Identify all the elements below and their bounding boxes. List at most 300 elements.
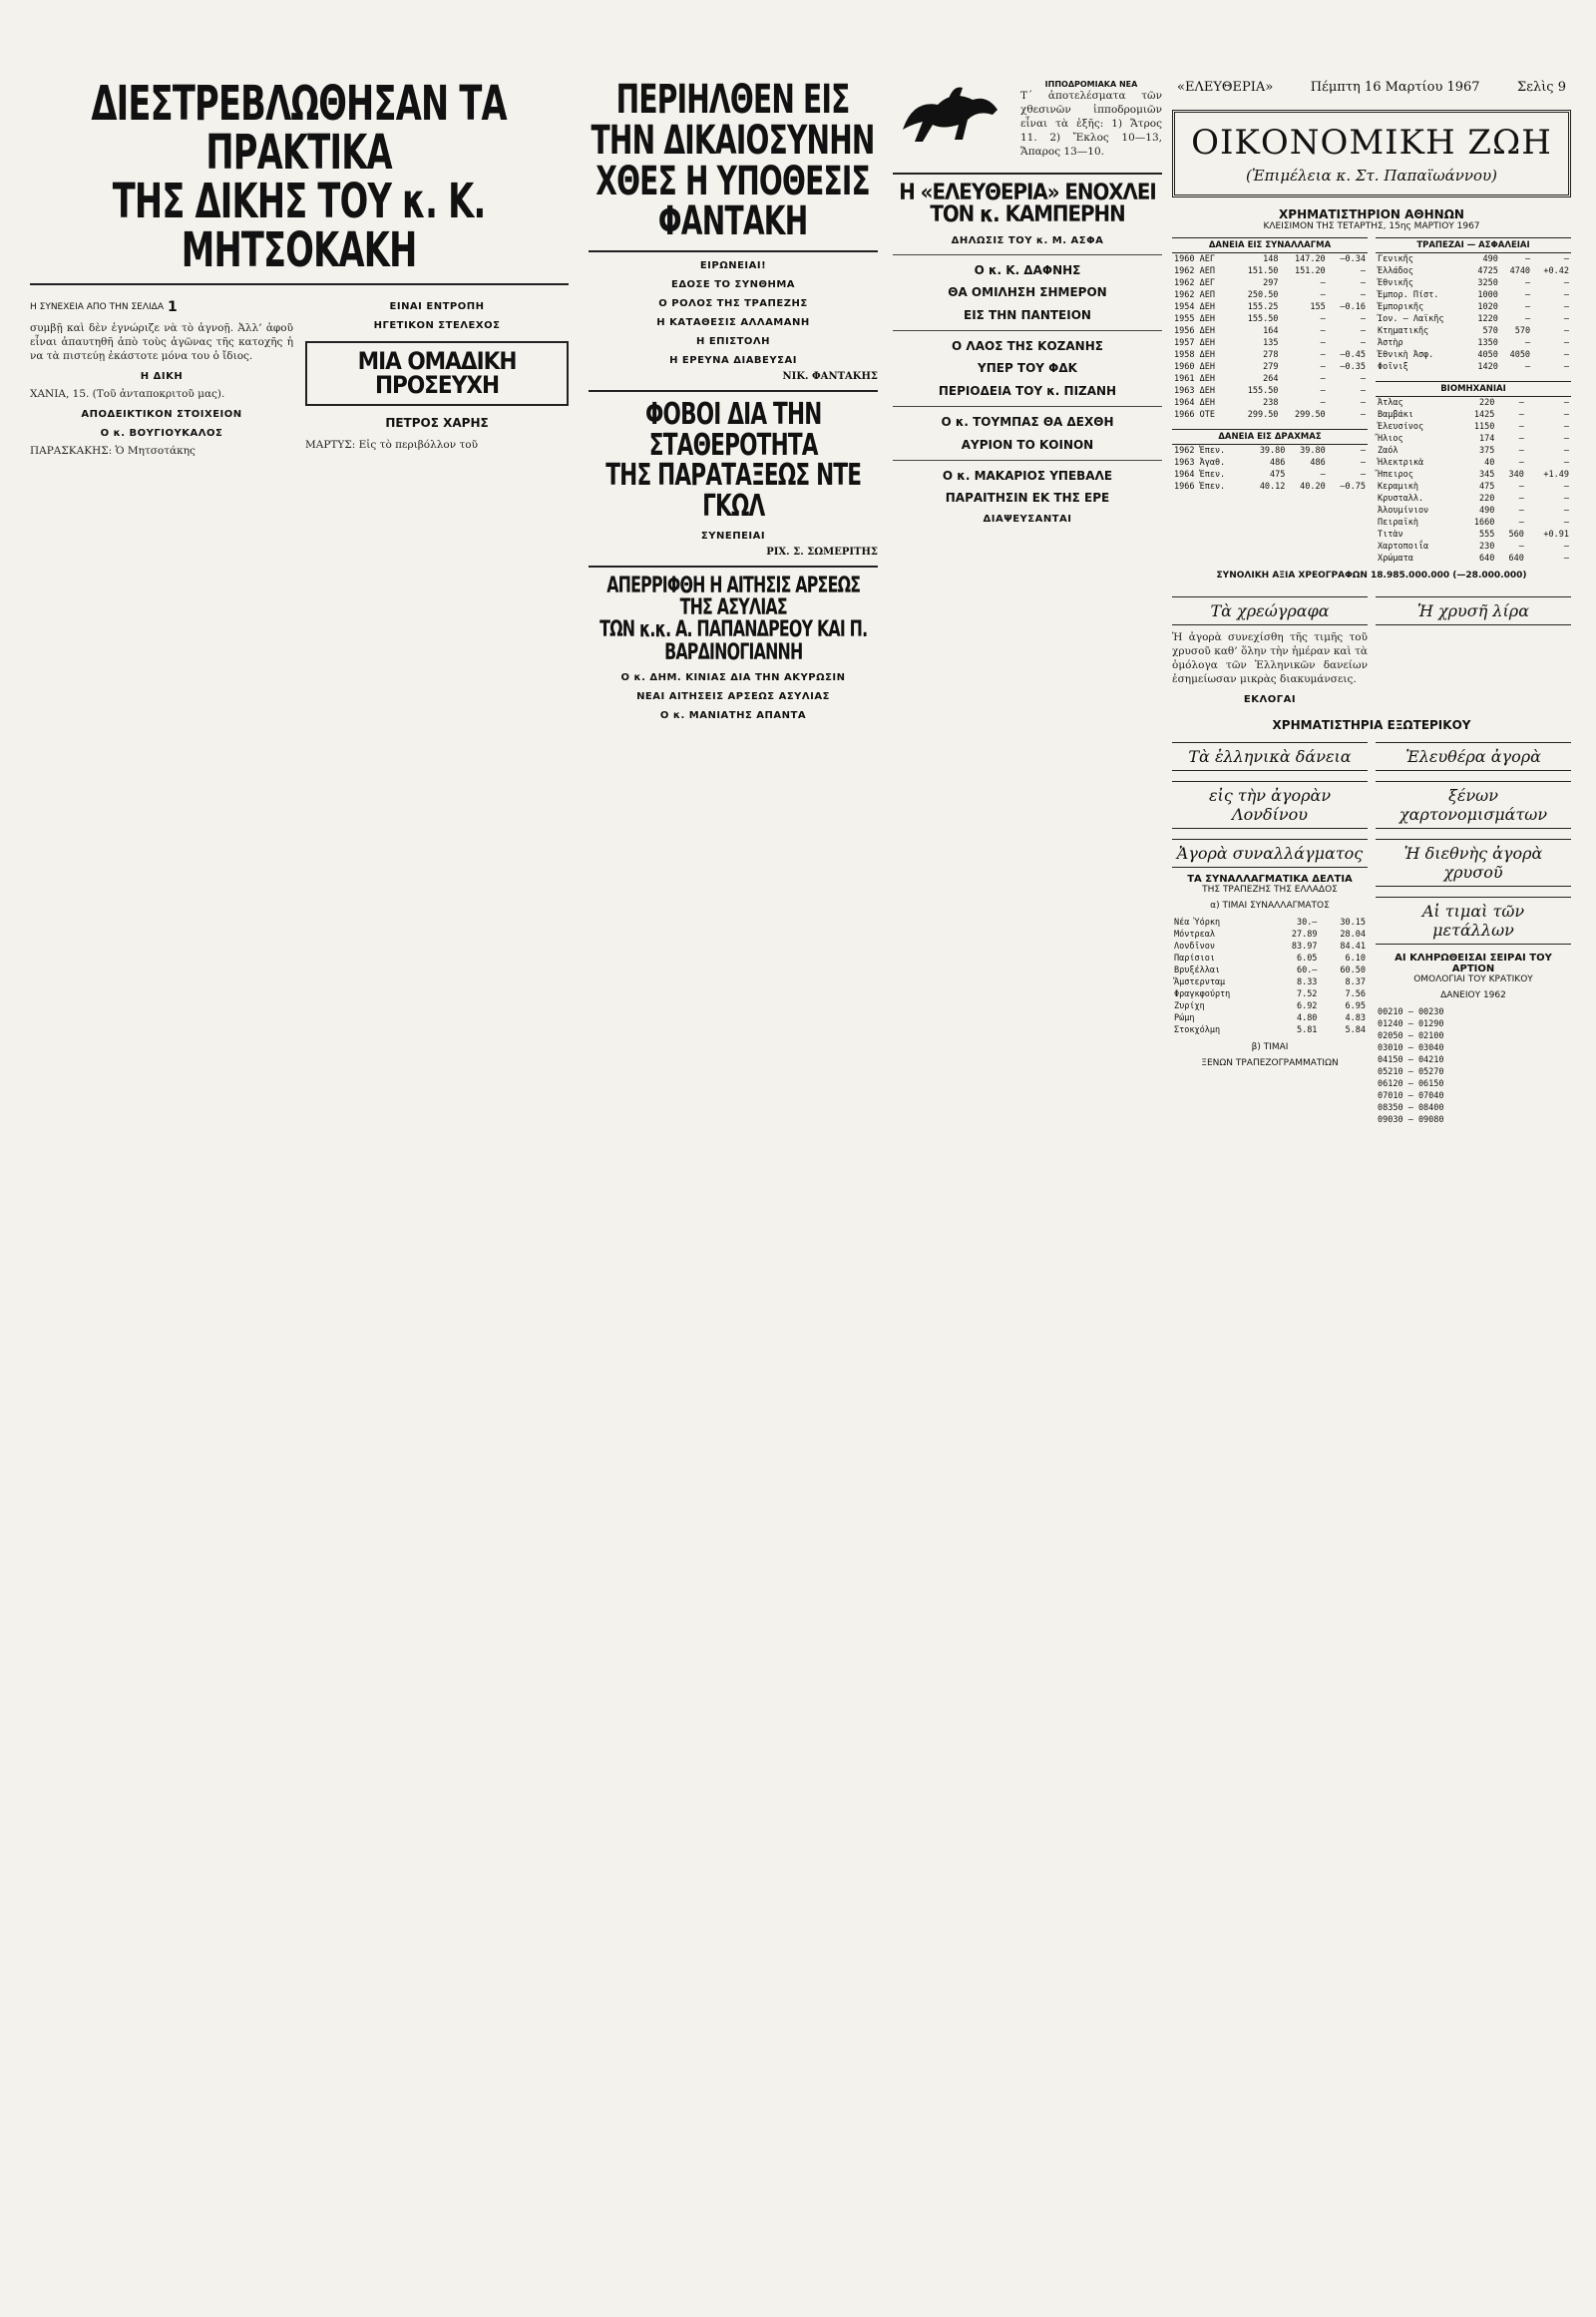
column-misc: [893, 80, 1162, 530]
column-economy: [1172, 110, 1571, 1126]
fx-row-cell: 7.52: [1296, 989, 1318, 999]
bank-row-cell: —: [1524, 278, 1531, 288]
drachma-row-cell: 486: [1310, 458, 1326, 468]
fx-market-heading: Ἀγορὰ συναλλάγματος: [1172, 839, 1368, 868]
drachma-row: [1172, 445, 1368, 458]
fx-row: [1172, 953, 1368, 965]
loan-row: [1172, 361, 1368, 373]
industry-row-cell: 1660: [1473, 518, 1495, 528]
industry-row-cell: —: [1518, 458, 1524, 468]
industry-row-cell: 1425: [1473, 410, 1495, 420]
drachma-row-cell: 1964 Ἐπεν.: [1174, 470, 1226, 480]
loan-row: [1172, 337, 1368, 349]
fx-row-cell: 8.37: [1345, 977, 1366, 987]
loan-row-cell: —: [1320, 362, 1326, 372]
loan-row-cell: 1962 ΔΕΓ: [1174, 278, 1215, 288]
signature-someritis: ΡΙΧ. Σ. ΣΩΜΕΡΙΤΗΣ: [766, 546, 878, 558]
industry-table: [1376, 381, 1571, 565]
industry-row-cell: 475: [1479, 482, 1495, 492]
stock-title: ΧΡΗΜΑΤΙΣΤΗΡΙΟΝ ΑΘΗΝΩΝ: [1279, 207, 1464, 221]
lottery-row: [1376, 1042, 1571, 1054]
fx-row-cell: Παρίσιοι: [1174, 954, 1215, 964]
issue-date: Πέμπτη 16 Μαρτίου 1967: [1310, 80, 1480, 95]
loan-row-cell: —0.34: [1340, 254, 1366, 264]
loan-row-cell: —: [1360, 398, 1366, 408]
london-heading: εἰς τὴν ἀγορὰν Λονδίνου: [1172, 781, 1368, 829]
economy-box: [1172, 110, 1571, 197]
bank-row-cell: Φοῖνιξ: [1378, 362, 1408, 372]
headline-immunity-2: ΤΩΝ κ.κ. Α. ΠΑΠΑΝΔΡΕΟΥ ΚΑΙ Π. ΒΑΡΔΙΝΟΓΙΑΝΝΗ: [598, 617, 868, 665]
industry-row: [1376, 529, 1571, 541]
continuation-marker: Η ΣΥΝΕΧΕΙΑ ΑΠΟ ΤΗΝ ΣΕΛΙΔΑ 1: [30, 298, 178, 315]
closing-line: ΠΑΡΑΣΚΑΚΗΣ: Ὁ Μητσοτάκης: [30, 444, 196, 457]
industry-row: [1376, 505, 1571, 517]
headline-mitsotakis-2: ΤΗΣ ΔΙΚΗΣ ΤΟΥ κ. Κ. ΜΗΤΣΟΚΑΚΗ: [113, 173, 486, 278]
fx-row-cell: Λονδῖνον: [1174, 942, 1215, 952]
fx-row-cell: Μόντρεαλ: [1174, 930, 1215, 940]
fx-row-cell: 83.97: [1291, 942, 1318, 952]
loan-row: [1172, 253, 1368, 266]
drachma-row-cell: 39.80: [1300, 446, 1326, 456]
drachma-row-cell: 486: [1270, 458, 1286, 468]
loan-row-cell: 279: [1263, 362, 1279, 372]
loan-row: [1172, 265, 1368, 277]
loan-row-cell: —: [1320, 386, 1326, 396]
economy-title: ΟΙΚΟΝΟΜΙΚΗ ΖΩΗ: [1191, 123, 1552, 163]
fx-sub2: α) ΤΙΜΑΙ ΣΥΝΑΛΛΑΓΜΑΤΟΣ: [1210, 901, 1330, 911]
bank-row-cell: Ἐθνικὴ Ἀσφ.: [1378, 350, 1434, 360]
lottery-row: [1376, 1054, 1571, 1066]
loan-row: [1172, 301, 1368, 313]
bank-row: [1376, 337, 1571, 349]
loan-row-cell: 1966 ΟΤΕ: [1174, 410, 1215, 420]
loan-row: [1172, 349, 1368, 361]
loan-row-cell: —: [1320, 398, 1326, 408]
industry-row-cell: Τιτὰν: [1378, 530, 1403, 540]
bank-row: [1376, 289, 1571, 301]
fx-title: ΤΑ ΣΥΝΑΛΛΑΓΜΑΤΙΚΑ ΔΕΛΤΙΑ: [1187, 874, 1353, 885]
bank-row-cell: 1220: [1477, 314, 1498, 324]
loan-row-cell: 250.50: [1247, 290, 1279, 300]
section-witness: Ο κ. ΒΟΥΓΙΟΥΚΑΛΟΣ: [100, 427, 223, 439]
loan-row-cell: 278: [1263, 350, 1279, 360]
bank-row-cell: —: [1524, 362, 1531, 372]
bank-row-cell: —: [1563, 314, 1569, 324]
loan-row-cell: —: [1360, 290, 1366, 300]
bank-row-cell: —: [1563, 278, 1569, 288]
industry-row-cell: —: [1563, 434, 1569, 444]
loan-row-cell: 1958 ΔΕΗ: [1174, 350, 1215, 360]
loan-row: [1172, 409, 1368, 421]
group-prayer-box: [305, 341, 569, 406]
foreign-markets-title: ΧΡΗΜΑΤΙΣΤΗΡΙΑ ΕΞΩΤΕΡΙΚΟΥ: [1272, 718, 1471, 732]
notes-sub: ΞΕΝΩΝ ΤΡΑΠΕΖΟΓΡΑΜΜΑΤΙΩΝ: [1201, 1058, 1339, 1068]
industry-row: [1376, 541, 1571, 553]
loan-row-cell: 264: [1263, 374, 1279, 384]
lottery-row-cell: 09030 — 09080: [1378, 1115, 1444, 1125]
bank-row-cell: —: [1563, 362, 1569, 372]
section-new-requests: ΝΕΑΙ ΑΙΤΗΣΕΙΣ ΑΡΣΕΩΣ ΑΣΥΛΙΑΣ: [636, 691, 830, 703]
loan-row-cell: 148: [1263, 254, 1279, 264]
fx-row-cell: 60.50: [1340, 965, 1366, 975]
fx-row-cell: 27.89: [1291, 930, 1318, 940]
section-deposition: ΕΙΝΑΙ ΕΝΤΡΟΠΗ: [389, 300, 485, 312]
drachma-row-cell: 1966 Ἐπεν.: [1174, 482, 1226, 492]
bank-row-cell: Γενικῆς: [1378, 254, 1413, 264]
industry-row-cell: —: [1518, 482, 1524, 492]
bank-row-cell: Ἰον. — Λαϊκῆς: [1378, 314, 1444, 324]
loan-row-cell: 135: [1263, 338, 1279, 348]
industry-row-cell: —: [1563, 542, 1569, 552]
industry-row-cell: —: [1563, 398, 1569, 408]
industry-row: [1376, 469, 1571, 481]
industry-row-cell: Ἀτλας: [1378, 398, 1403, 408]
bank-row-cell: 3250: [1477, 278, 1498, 288]
drachma-row-cell: —: [1360, 458, 1366, 468]
bank-row-cell: 4050: [1477, 350, 1498, 360]
article-mitsotakis-right: [305, 293, 569, 464]
loan-row-cell: —: [1360, 326, 1366, 336]
loan-row-cell: —: [1320, 326, 1326, 336]
loan-row-cell: —: [1320, 350, 1326, 360]
lottery-row-cell: 03010 — 03040: [1378, 1043, 1444, 1053]
industry-row-cell: —: [1563, 482, 1569, 492]
industry-row-cell: 490: [1479, 506, 1495, 516]
fx-row: [1172, 1012, 1368, 1024]
dafnis-headline-2: ΘΑ ΟΜΙΛΗΣΗ ΣΗΜΕΡΟΝ: [948, 285, 1107, 300]
loans-header: ΔΑΝΕΙΑ ΕΙΣ ΣΥΝΑΛΛΑΓΜΑ: [1172, 238, 1368, 253]
industry-row-cell: Βαμβάκι: [1378, 410, 1413, 420]
fx-row-cell: 30.15: [1340, 918, 1366, 928]
fx-row-cell: Φραγκφούρτη: [1174, 989, 1231, 999]
fx-row-cell: 8.33: [1296, 977, 1318, 987]
lottery-row: [1376, 1102, 1571, 1114]
industry-row-cell: 560: [1508, 530, 1524, 540]
section-conclusion: ΗΓΕΤΙΚΟΝ ΣΤΕΛΕΧΟΣ: [373, 319, 501, 331]
fx-row: [1172, 929, 1368, 941]
industry-row-cell: —: [1563, 458, 1569, 468]
closing-line-right: ΜΑΡΤΥΣ: Εἰς τὸ περιβόλλον τοῦ: [305, 438, 478, 451]
industry-row-cell: 640: [1479, 554, 1495, 564]
fx-row-cell: 6.05: [1296, 954, 1318, 964]
lottery-row-cell: 08350 — 08400: [1378, 1103, 1444, 1113]
fx-row: [1172, 988, 1368, 1000]
fx-row-cell: 4.80: [1296, 1013, 1318, 1023]
fx-row: [1172, 917, 1368, 929]
bank-row-cell: 570: [1482, 326, 1498, 336]
industry-row-cell: Πειραϊκὴ: [1378, 518, 1418, 528]
industry-row-cell: 174: [1479, 434, 1495, 444]
industry-row-cell: Ἤλιος: [1378, 434, 1403, 444]
loan-row-cell: 147.20: [1294, 254, 1326, 264]
bank-row: [1376, 361, 1571, 373]
drachma-row-cell: 40.20: [1300, 482, 1326, 492]
kozani-headline-3: ΠΕΡΙΟΔΕΙΑ ΤΟΥ κ. ΠΙΖΑΝΗ: [938, 383, 1117, 398]
loan-row-cell: —: [1320, 290, 1326, 300]
toumbas-headline-1: Ο κ. ΤΟΥΜΠΑΣ ΘΑ ΔΕΧΘΗ: [941, 415, 1114, 430]
loan-row-cell: —: [1360, 386, 1366, 396]
bank-row-cell: —: [1524, 254, 1531, 264]
loan-row-cell: 1964 ΔΕΗ: [1174, 398, 1215, 408]
racing-logo-block: [893, 80, 1162, 165]
section-ironies: ΕΙΡΩΝΕΙΑΙ!: [699, 260, 767, 272]
horse-racing-icon: [893, 80, 1012, 150]
drachma-row-cell: 1962 Ἐπεν.: [1174, 446, 1226, 456]
column-fantakis: [589, 77, 878, 726]
industry-row-cell: Ζαόλ: [1378, 446, 1398, 456]
bank-row: [1376, 265, 1571, 277]
lottery-row: [1376, 1114, 1571, 1126]
fx-row-cell: 6.95: [1345, 1001, 1366, 1011]
section-signal: ΕΔΟΣΕ ΤΟ ΣΥΝΘΗΜΑ: [670, 279, 796, 291]
loan-row-cell: 297: [1263, 278, 1279, 288]
bank-row-cell: —: [1563, 338, 1569, 348]
lottery-row: [1376, 1018, 1571, 1030]
bank-row-cell: +0.42: [1543, 266, 1569, 276]
lottery-row-cell: 01240 — 01290: [1378, 1019, 1444, 1029]
loan-row-cell: 1963 ΔΕΗ: [1174, 386, 1215, 396]
banks-table: [1376, 237, 1571, 373]
bank-row-cell: 570: [1514, 326, 1531, 336]
bank-row-cell: 490: [1482, 254, 1498, 264]
foreign-notes-heading: ξένων χαρτονομισμάτων: [1376, 781, 1571, 829]
industry-row-cell: 40: [1484, 458, 1495, 468]
bank-row-cell: 4050: [1509, 350, 1531, 360]
loan-row-cell: —: [1360, 410, 1366, 420]
lead-paragraph: συμβῇ καὶ δὲν ἐγνώριζε νὰ τὸ ἀγνοῇ. Ἀλλ’ ἀφοῦ εἶναι ἀπαυτηθῆ ἀπὸ τοὺς ἀγῶνας τῆς κατοχῆς ἡ να τὰ πιστεύῃ ἐκάστοτε μόνα του ὁ ἴδιος.: [30, 321, 293, 362]
bank-row: [1376, 313, 1571, 325]
prayer-headline-2: ΠΡΟΣΕΥΧΗ: [374, 371, 500, 400]
drachma-loans-table: [1172, 429, 1368, 493]
lottery-sub: ΟΜΟΛΟΓΙΑΙ ΤΟΥ ΚΡΑΤΙΚΟΥ: [1413, 974, 1533, 984]
lottery-title: ΑΙ ΚΛΗΡΩΘΕΙΣΑΙ ΣΕΙΡΑΙ ΤΟΥ ΑΡΤΙΟΝ: [1395, 953, 1552, 974]
bank-row-cell: 1420: [1477, 362, 1498, 372]
column-mitsotakis: [30, 76, 569, 464]
section-arrest: Η ΚΑΤΑΘΕΣΙΣ ΑΛΛΑΜΑΝΗ: [656, 317, 810, 329]
loan-row-cell: 1957 ΔΕΗ: [1174, 338, 1215, 348]
bank-row-cell: Ἀστὴρ: [1378, 338, 1403, 348]
fx-row-cell: 30.—: [1296, 918, 1318, 928]
bank-row-cell: —: [1563, 326, 1569, 336]
bank-row-cell: Ἐμπορ. Πίστ.: [1378, 290, 1439, 300]
industry-row-cell: +0.91: [1543, 530, 1569, 540]
lottery-row: [1376, 1066, 1571, 1078]
industry-row-cell: —: [1518, 506, 1524, 516]
bank-row-cell: —: [1563, 350, 1569, 360]
loan-row-cell: —0.45: [1340, 350, 1366, 360]
loan-row: [1172, 313, 1368, 325]
loan-row-cell: 155.50: [1247, 314, 1279, 324]
industry-row: [1376, 481, 1571, 493]
industry-row: [1376, 553, 1571, 565]
bank-row-cell: 1020: [1477, 302, 1498, 312]
industry-row-cell: 340: [1508, 470, 1524, 480]
bank-row-cell: 4725: [1477, 266, 1498, 276]
lottery-row-cell: 02050 — 02100: [1378, 1031, 1444, 1041]
fx-row-cell: 5.84: [1345, 1025, 1366, 1035]
loan-row-cell: 155.50: [1247, 386, 1279, 396]
loan-row-cell: 164: [1263, 326, 1279, 336]
loan-row-cell: 1962 ΑΕΠ: [1174, 290, 1215, 300]
bank-row: [1376, 277, 1571, 289]
gold-sovereign-heading: Ἡ χρυσῆ λίρα: [1376, 596, 1571, 625]
loan-row-cell: 238: [1263, 398, 1279, 408]
industry-row-cell: —: [1518, 434, 1524, 444]
loan-row-cell: —: [1360, 266, 1366, 276]
lottery-row: [1376, 1006, 1571, 1018]
loan-row-cell: 1956 ΔΕΗ: [1174, 326, 1215, 336]
lottery-row: [1376, 1090, 1571, 1102]
page-number: Σελὶς 9: [1517, 80, 1566, 95]
fx-table: [1172, 917, 1368, 1036]
headline-eleftheria-1: Η «ΕΛΕΥΘΕΡΙΑ» ΕΝΟΧΛΕΙ: [899, 181, 1156, 205]
bank-row-cell: 1000: [1477, 290, 1498, 300]
fx-row-cell: Στοκχόλμη: [1174, 1025, 1221, 1035]
fx-row-cell: Νέα Ὑόρκη: [1174, 918, 1221, 928]
industry-row-cell: Ἤπειρος: [1378, 470, 1413, 480]
economy-editor: (Ἐπιμέλεια κ. Στ. Παπαϊωάννου): [1245, 167, 1497, 185]
bank-row-cell: Κτηματικῆς: [1378, 326, 1429, 336]
bank-row-cell: 1350: [1477, 338, 1498, 348]
bank-row-cell: —: [1524, 338, 1531, 348]
fx-row: [1172, 976, 1368, 988]
securities-heading: Τὰ χρεώγραφα: [1172, 596, 1368, 625]
bank-row-cell: —: [1563, 302, 1569, 312]
industry-row: [1376, 493, 1571, 505]
drachma-row: [1172, 481, 1368, 493]
total-value: ΣΥΝΟΛΙΚΗ ΑΞΙΑ ΧΡΕΟΓΡΑΦΩΝ 18.985.000.000 (—28.000.000): [1216, 571, 1527, 580]
fx-subtitle: ΤΗΣ ΤΡΑΠΕΖΗΣ ΤΗΣ ΕΛΛΑΔΟΣ: [1202, 885, 1338, 895]
lottery-row-cell: 06120 — 06150: [1378, 1079, 1444, 1089]
industry-row-cell: Κεραμικὴ: [1378, 482, 1418, 492]
section-maniatis: Ο κ. ΜΑΝΙΑΤΗΣ ΑΠΑΝΤΑ: [659, 710, 807, 722]
fx-row-cell: 4.83: [1345, 1013, 1366, 1023]
headline-de-gaulle-2: ΤΗΣ ΠΑΡΑΤΑΞΕΩΣ ΝΤΕ ΓΚΩΛ: [605, 458, 861, 524]
loan-row-cell: 1954 ΔΕΗ: [1174, 302, 1215, 312]
industry-row-cell: —: [1518, 542, 1524, 552]
lottery-row: [1376, 1030, 1571, 1042]
loan-row-cell: —: [1320, 278, 1326, 288]
lottery-year: ΔΑΝΕΙΟΥ 1962: [1440, 990, 1506, 1000]
industry-row: [1376, 421, 1571, 433]
fx-row-cell: 6.92: [1296, 1001, 1318, 1011]
toumbas-headline-2: ΑΥΡΙΟΝ ΤΟ ΚΟΙΝΟΝ: [961, 437, 1094, 452]
fx-row: [1172, 1024, 1368, 1036]
byline-petros-charis: ΠΕΤΡΟΣ ΧΑΡΗΣ: [385, 415, 489, 430]
industry-row-cell: 640: [1508, 554, 1524, 564]
bank-row-cell: Ἐλλάδος: [1378, 266, 1413, 276]
industry-row-cell: —: [1563, 494, 1569, 504]
lottery-row-cell: 07010 — 07040: [1378, 1091, 1444, 1101]
bank-row-cell: Ἐθνικῆς: [1378, 278, 1413, 288]
fx-row: [1172, 941, 1368, 953]
stock-subtitle: ΚΛΕΙΣΙΜΟΝ ΤΗΣ ΤΕΤΑΡΤΗΣ, 15ης ΜΑΡΤΙΟΥ 1967: [1263, 221, 1480, 231]
fx-row-cell: 7.56: [1345, 989, 1366, 999]
loan-row-cell: 155: [1310, 302, 1326, 312]
drachma-row: [1172, 457, 1368, 469]
loan-row-cell: —0.35: [1340, 362, 1366, 372]
loan-row-cell: 299.50: [1294, 410, 1326, 420]
signature-fantakis: ΝΙΚ. ΦΑΝΤΑΚΗΣ: [782, 371, 878, 383]
industry-row-cell: 345: [1479, 470, 1495, 480]
article-mitsotakis-left: [30, 293, 293, 464]
elections-header: ΕΚΛΟΓΑΙ: [1243, 694, 1297, 705]
industry-row-cell: —: [1563, 410, 1569, 420]
drachma-row-cell: —: [1360, 446, 1366, 456]
industry-row-cell: —: [1563, 506, 1569, 516]
loan-row-cell: 155.25: [1247, 302, 1279, 312]
drachma-row-cell: —: [1360, 470, 1366, 480]
fx-row: [1172, 1000, 1368, 1012]
section-evidence: ΑΠΟΔΕΙΚΤΙΚΟΝ ΣΤΟΙΧΕΙΟΝ: [81, 408, 242, 420]
industry-row-cell: —: [1518, 410, 1524, 420]
industry-row-cell: Ἠλεκτρικὰ: [1378, 458, 1424, 468]
bank-row-cell: —: [1524, 302, 1531, 312]
bank-row-cell: 4740: [1509, 266, 1531, 276]
bank-row: [1376, 253, 1571, 266]
lottery-row: [1376, 1078, 1571, 1090]
industry-row-cell: +1.49: [1543, 470, 1569, 480]
banks-header: ΤΡΑΠΕΖΑΙ — ΑΣΦΑΛΕΙΑΙ: [1376, 238, 1571, 253]
industry-row: [1376, 517, 1571, 529]
loan-row: [1172, 325, 1368, 337]
drachma-row: [1172, 469, 1368, 481]
place-date: ΧΑΝΙΑ, 15. (Τοῦ ἀνταποκριτοῦ μας).: [30, 387, 225, 400]
lottery-row-cell: 05210 — 05270: [1378, 1067, 1444, 1077]
industry-row-cell: 1150: [1473, 422, 1495, 432]
loan-row-cell: —: [1360, 278, 1366, 288]
loan-row: [1172, 385, 1368, 397]
loan-row: [1172, 289, 1368, 301]
industry-row-cell: 220: [1479, 494, 1495, 504]
drachma-header: ΔΑΝΕΙΑ ΕΙΣ ΔΡΑΧΜΑΣ: [1172, 430, 1368, 445]
industry-row: [1376, 457, 1571, 469]
industry-header: ΒΙΟΜΗΧΑΝΙΑΙ: [1376, 382, 1571, 397]
fx-row-cell: Ἄμστερνταμ: [1174, 977, 1226, 987]
free-market-heading: Ἐλευθέρα ἀγορὰ: [1376, 742, 1571, 771]
bank-row: [1376, 301, 1571, 313]
kozani-headline-2: ΥΠΕΡ ΤΟΥ ΦΔΚ: [978, 361, 1077, 376]
loan-row-cell: 151.20: [1294, 266, 1326, 276]
industry-row-cell: Ἀλουμίνιον: [1378, 506, 1429, 516]
bank-row-cell: —: [1563, 254, 1569, 264]
drachma-row-cell: —0.75: [1340, 482, 1366, 492]
loan-row-cell: —: [1360, 314, 1366, 324]
bank-row-cell: Ἐμπορικῆς: [1378, 302, 1424, 312]
headline-fantakis-2: ΧΘΕΣ Η ΥΠΟΘΕΣΙΣ ΦΑΝΤΑΚΗ: [596, 158, 871, 245]
prayer-headline-1: ΜΙΑ ΟΜΑΔΙΚΗ: [357, 346, 517, 375]
loan-row-cell: —0.16: [1340, 302, 1366, 312]
drachma-row-cell: 475: [1270, 470, 1286, 480]
loan-row-cell: 151.50: [1247, 266, 1279, 276]
industry-row-cell: —: [1518, 494, 1524, 504]
metals-heading: Αἱ τιμαὶ τῶν μετάλλων: [1376, 897, 1571, 945]
racing-text: Τ΄ ἀποτελέσματα τῶν χθεσινῶν ἱπποδρομιῶν εἶναι τὰ ἑξῆς: 1) Ἄτρος 11. 2) Ἔκλος 10—13, Ἄπαρος 13—10.: [1020, 90, 1162, 158]
industry-row-cell: —: [1563, 446, 1569, 456]
industry-row-cell: 375: [1479, 446, 1495, 456]
loan-row-cell: —: [1320, 314, 1326, 324]
fx-row-cell: 28.04: [1340, 930, 1366, 940]
dafnis-headline-1: Ο κ. Κ. ΔΑΦΝΗΣ: [974, 262, 1081, 277]
makarios-headline-2: ΠΑΡΑΙΤΗΣΙΝ ΕΚ ΤΗΣ ΕΡΕ: [945, 491, 1110, 506]
industry-row-cell: —: [1518, 518, 1524, 528]
bank-row-cell: —: [1524, 314, 1531, 324]
industry-row-cell: 555: [1479, 530, 1495, 540]
section-bank-role: Ο ΡΟΛΟΣ ΤΗΣ ΤΡΑΠΕΖΗΣ: [658, 298, 808, 310]
industry-row-cell: —: [1518, 422, 1524, 432]
bank-row: [1376, 349, 1571, 361]
loan-row: [1172, 373, 1368, 385]
